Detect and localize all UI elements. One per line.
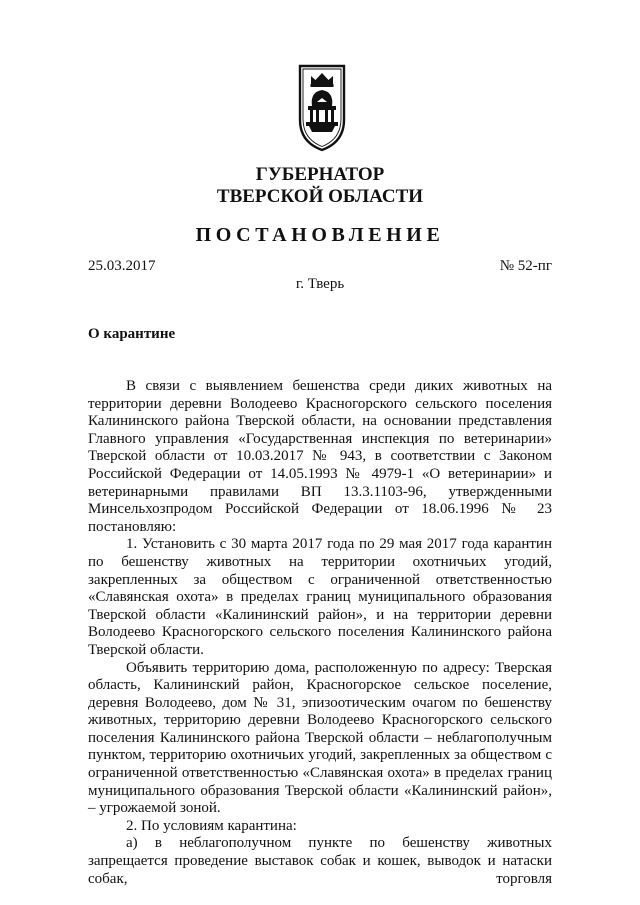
paragraph-preamble: В связи с выявлением бешенства среди диких животных на территории деревни Володеево Красногорского сельского поселения Калининского района Тверской области, на основании представления Главного управления «Государственная инспекция по ветеринарии» Тверской области от 10.03.2017 № 943, в соответствии с Законом Российской Федерации от 14.05.1993 № 4979-1 «О ветеринарии» и ветеринарными правилами ВП 13.3.1103-96, утвержденными Минсельхозпродом Российской Федерации от 18.06.1996 № 23 постановляю: xyxy=(88,378,552,535)
paragraph-item-2: 2. По условиям карантина: xyxy=(126,817,297,834)
paragraph-declaration: Объявить территорию дома, расположенную по адресу: Тверская область, Калининский район, Красногорское сельское поселение, деревня Володеево, дом № 31, эпизоотическим очагом по бешенству животных, территорию деревни Володеево Красногорского сельского поселения Калининского района Тверской области – неблагополучным пунктом, территорию охотничьих угодий, закрепленных за обществом с ограниченной ответственностью «Славянская охота» в пределах границ муниципального образования Тверской области «Калининский район», – угрожаемой зоной. xyxy=(88,659,552,817)
document-subject: О карантине xyxy=(88,326,176,342)
document-number: № 52-пг xyxy=(499,258,552,274)
paragraph-item-1: 1. Установить с 30 марта 2017 года по 29 мая 2017 года карантин по бешенству животных на территории охотничьих угодий, закрепленных за обществом с ограниченной ответственностью «Славянская охота» в пределах границ муниципального образования Тверской области «Калининский район», и на территории деревни Володеево Красногорского сельского поселения Калининского района Тверской области. xyxy=(88,536,552,658)
issuer-title-line2: ТВЕРСКОЙ ОБЛАСТИ xyxy=(216,186,424,207)
document-type: ПОСТАНОВЛЕНИЕ xyxy=(195,224,445,246)
coat-of-arms-icon xyxy=(297,62,347,152)
document-city: г. Тверь xyxy=(295,276,345,292)
document-body xyxy=(88,378,552,888)
paragraph-item-2a: а) в неблагополучном пункте по бешенству животных запрещается проведение выставок собак и кошек, выводок и натаски собак, торговля xyxy=(88,835,552,887)
document-date: 25.03.2017 xyxy=(88,258,156,274)
issuer-title-line1: ГУБЕРНАТОР xyxy=(255,164,385,185)
